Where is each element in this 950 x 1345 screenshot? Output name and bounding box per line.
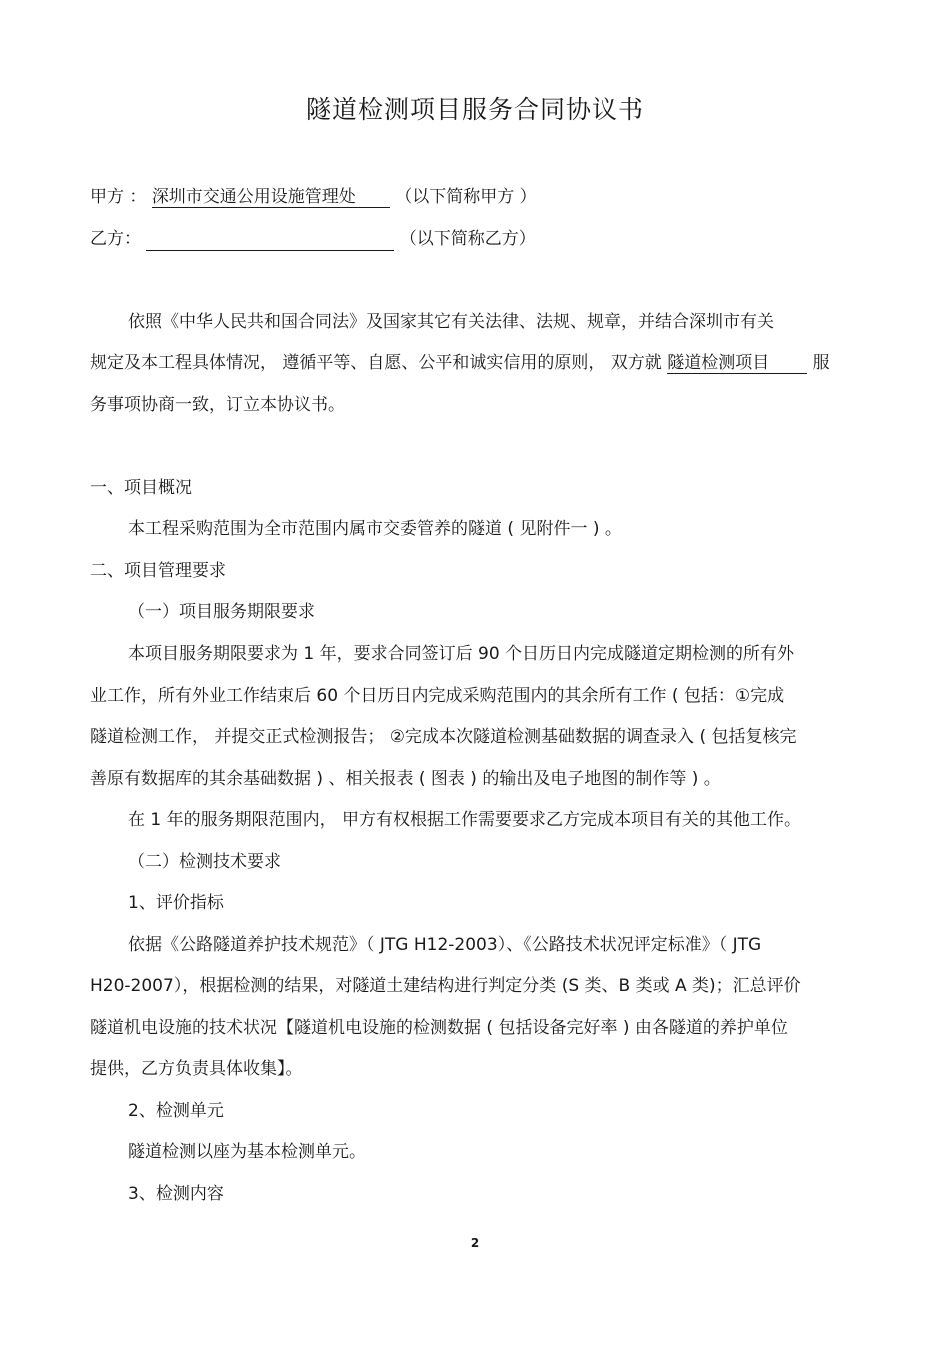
subsection-1-line-3: 隧道检测工作， 并提交正式检测报告； ②完成本次隧道检测基础数据的调查录入 ( 包括复核完: [90, 727, 797, 747]
subsection-1-extra: 在 1 年的服务期限范围内， 甲方有权根据工作需要要求乙方完成本项目有关的其他工作。: [128, 810, 802, 830]
party-a-name: 深圳市交通公用设施管理处: [152, 187, 390, 208]
item-2-heading: 2、检测单元: [128, 1101, 224, 1121]
party-b-line: [90, 227, 536, 251]
document-title: 隧道检测项目服务合同协议书: [305, 95, 644, 124]
subsection-2-heading: （二）检测技术要求: [128, 852, 281, 872]
project-name: 隧道检测项目: [667, 353, 807, 374]
item-1-heading: 1、评价指标: [128, 893, 224, 913]
item-3-heading: 3、检测内容: [128, 1184, 224, 1204]
intro-line-2: [90, 351, 830, 375]
subsection-1-line-2: 业工作，所有外业工作结束后 60 个日历日内完成采购范围内的其余所有工作 ( 包括：①完成: [90, 686, 785, 706]
subsection-1-heading: （一）项目服务期限要求: [128, 602, 315, 622]
subsection-1-line-1: 本项目服务期限要求为 1 年，要求合同签订后 90 个日历日内完成隧道定期检测的所有外: [128, 644, 795, 664]
page-number: 2: [470, 1236, 480, 1250]
party-a-note: （以下简称甲方 ）: [395, 187, 537, 207]
party-b-note: （以下简称乙方）: [399, 229, 536, 249]
item-2-text: 隧道检测以座为基本检测单元。: [128, 1142, 366, 1162]
party-a-line: [90, 185, 537, 209]
item-1-line-1: 依据《公路隧道养护技术规范》（ JTG H12-2003）、《公路技术状况评定标准》（ JTG: [128, 935, 762, 955]
item-1-line-4: 提供，乙方负责具体收集】。: [90, 1059, 303, 1079]
section-1-heading: 一、项目概况: [90, 478, 192, 498]
intro-line-2-prefix: 规定及本工程具体情况， 遵循平等、自愿、公平和诚实信用的原则， 双方就: [90, 353, 662, 373]
party-b-label: 乙方：: [90, 229, 141, 249]
party-a-label: 甲方 ：: [90, 187, 147, 207]
subsection-1-line-4: 善原有数据库的其余基础数据 ) 、相关报表 ( 图表 ) 的输出及电子地图的制作等 ) 。: [90, 769, 721, 789]
intro-line-3: 务事项协商一致，订立本协议书。: [90, 395, 345, 415]
section-2-heading: 二、项目管理要求: [90, 561, 226, 581]
item-1-line-3: 隧道机电设施的技术状况【隧道机电设施的检测数据 ( 包括设备完好率 ) 由各隧道的养护单位: [90, 1018, 788, 1038]
intro-line-1: 依照《中华人民共和国合同法》及国家其它有关法律、法规、规章，并结合深圳市有关: [128, 312, 774, 332]
section-1-text: 本工程采购范围为全市范围内属市交委管养的隧道 ( 见附件一 ) 。: [128, 519, 622, 539]
item-1-line-2: H20-2007），根据检测的结果，对隧道土建结构进行判定分类 (S 类、B 类或 A 类)；汇总评价: [90, 976, 801, 996]
intro-line-2-suffix: 服: [812, 353, 830, 373]
party-b-name-blank: [146, 230, 394, 251]
